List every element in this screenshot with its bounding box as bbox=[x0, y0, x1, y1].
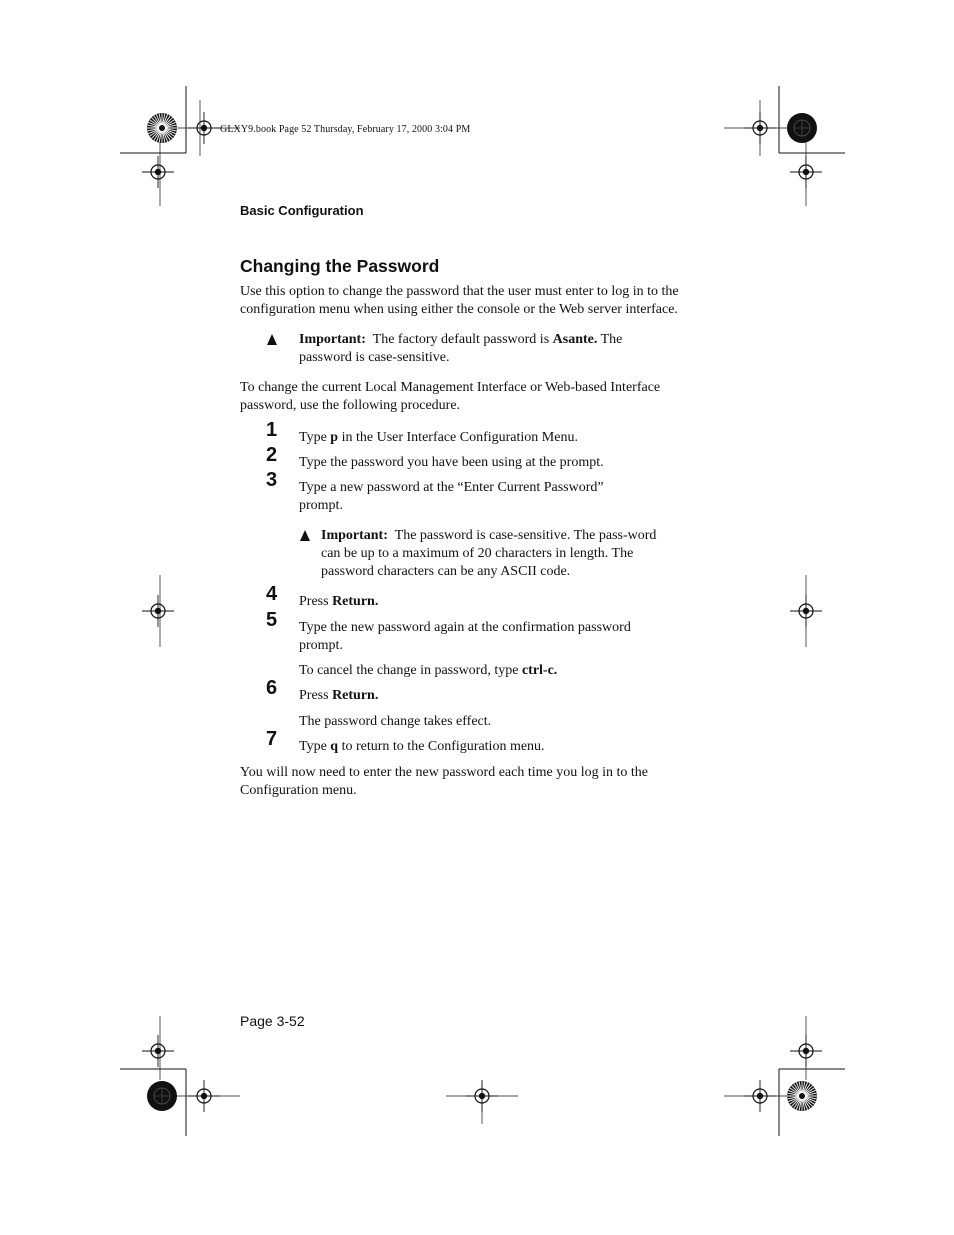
page-number: Page 3-52 bbox=[240, 1013, 305, 1029]
warning-triangle-icon bbox=[300, 530, 310, 541]
step-1 bbox=[266, 419, 666, 447]
book-slug: GLXY9.book Page 52 Thursday, February 17, 2000 3:04 PM bbox=[220, 124, 471, 135]
step-number: 1 bbox=[266, 419, 278, 441]
running-head: Basic Configuration bbox=[240, 203, 364, 218]
step-number: 4 bbox=[266, 583, 278, 605]
registration-mark-icon bbox=[744, 1080, 776, 1112]
registration-mark-icon bbox=[188, 112, 220, 144]
step-3 bbox=[266, 469, 636, 515]
registration-mark-icon bbox=[142, 595, 174, 627]
cancel-note bbox=[299, 662, 679, 680]
step-number: 5 bbox=[266, 609, 278, 631]
step-text: Type the new password again at the confirmation password prompt. bbox=[299, 620, 631, 653]
note-text-end: The password is case-sensitive. bbox=[299, 332, 623, 365]
note-label: Important: bbox=[321, 528, 388, 543]
effect-note: The password change takes effect. bbox=[299, 714, 492, 729]
step-text: Press bbox=[299, 688, 333, 703]
note-text: The factory default password is bbox=[372, 332, 553, 347]
note-text: The password is case-sensitive. The pass-word can be up to a maximum of 20 characters in length. The password characters can be any ASCII code. bbox=[321, 528, 657, 579]
warning-triangle-icon bbox=[267, 334, 277, 345]
step-number: 3 bbox=[266, 469, 278, 491]
procedure-intro: To change the current Local Management Interface or Web-based Interface password, use the following procedure. bbox=[240, 380, 661, 413]
step-text: Type a new password at the “Enter Current Password” prompt. bbox=[299, 480, 604, 513]
registration-ball-icon bbox=[147, 1081, 177, 1111]
cancel-text: To cancel the change in password, type bbox=[299, 663, 522, 678]
step-text: Type bbox=[299, 739, 331, 754]
step-text: Press bbox=[299, 594, 333, 609]
step-number: 2 bbox=[266, 444, 278, 466]
registration-mark-icon bbox=[790, 595, 822, 627]
step-key: p bbox=[330, 430, 339, 445]
step-text: in the User Interface Configuration Menu. bbox=[338, 430, 578, 445]
step-key: Return. bbox=[332, 594, 379, 609]
step-number: 7 bbox=[266, 728, 278, 750]
step-5 bbox=[266, 609, 646, 655]
registration-mark-icon bbox=[466, 1080, 498, 1112]
star-target-icon bbox=[787, 1081, 817, 1111]
default-password: Asante. bbox=[552, 332, 598, 347]
step-number: 6 bbox=[266, 677, 278, 699]
step-text: Type the password you have been using at the prompt. bbox=[299, 455, 604, 470]
step-6 bbox=[266, 677, 666, 705]
section-title: Changing the Password bbox=[240, 256, 440, 276]
step-key: Return. bbox=[332, 688, 379, 703]
registration-ball-icon bbox=[787, 113, 817, 143]
step-key: q bbox=[330, 739, 339, 754]
step-text: to return to the Configuration menu. bbox=[338, 739, 545, 754]
step-4 bbox=[266, 583, 666, 611]
important-note bbox=[267, 331, 667, 367]
intro-paragraph: Use this option to change the password that the user must enter to log in to the configuration menu when using either the console or the Web server interface. bbox=[240, 284, 679, 317]
step-7 bbox=[266, 728, 666, 756]
step-text: Type bbox=[299, 430, 331, 445]
closing-paragraph: You will now need to enter the new password each time you log in to the Configuration menu. bbox=[240, 765, 649, 798]
important-note-2 bbox=[299, 527, 659, 581]
star-target-icon bbox=[147, 113, 177, 143]
registration-mark-icon bbox=[790, 1035, 822, 1067]
registration-mark-icon bbox=[142, 156, 174, 188]
registration-mark-icon bbox=[790, 156, 822, 188]
note-label: Important: bbox=[299, 332, 366, 347]
step-2 bbox=[266, 444, 666, 472]
cancel-key: ctrl-c. bbox=[521, 663, 558, 678]
registration-mark-icon bbox=[142, 1035, 174, 1067]
registration-mark-icon bbox=[744, 112, 776, 144]
registration-mark-icon bbox=[188, 1080, 220, 1112]
